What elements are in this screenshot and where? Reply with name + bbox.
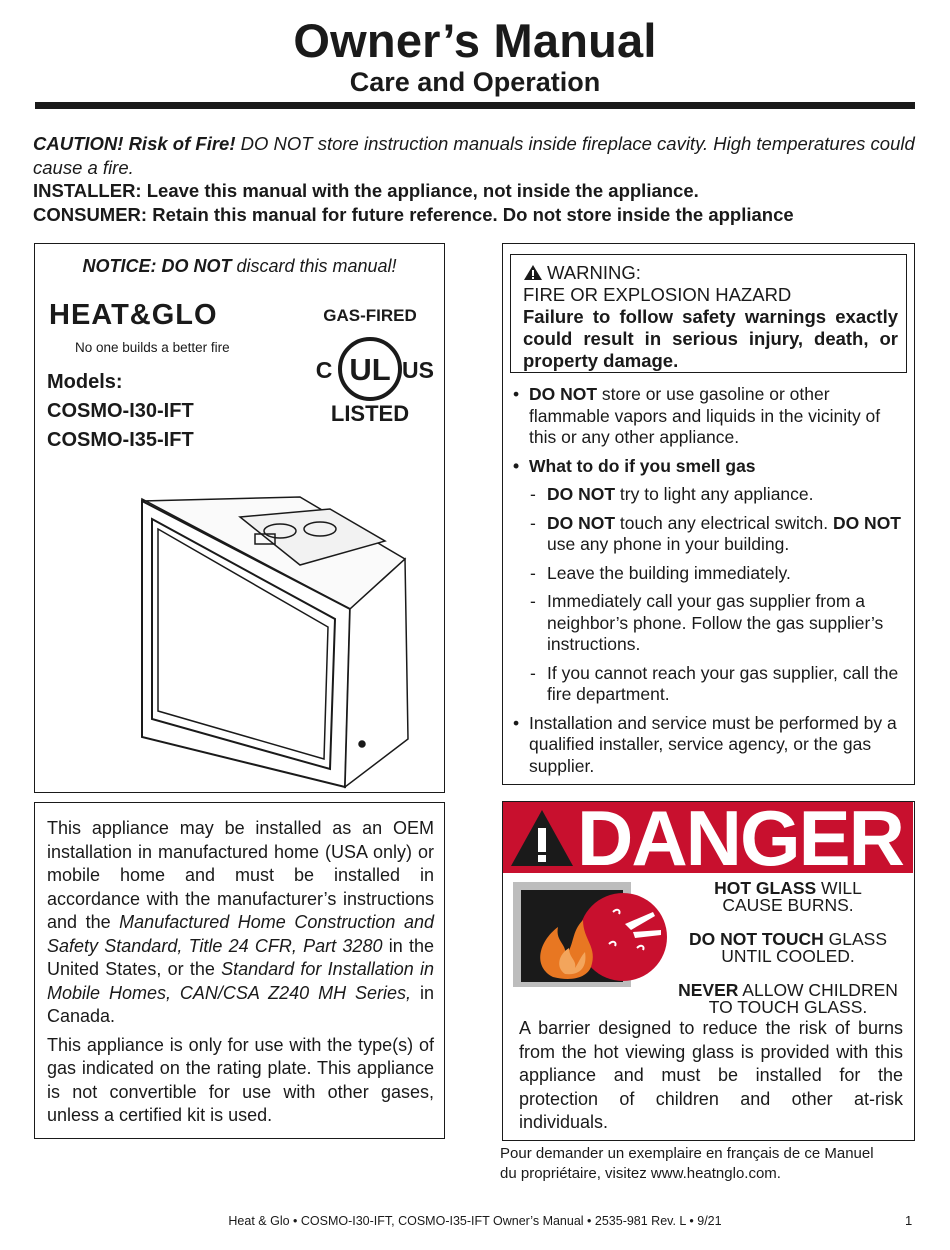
- caution-line: [33, 132, 918, 179]
- cert-right: US: [402, 357, 434, 383]
- list-item: - Leave the building immediately.: [513, 563, 903, 585]
- mobile-home-p2: This appliance is only for use with the type(s) of gas indicated on the rating plate. This appliance is not convertible for use with other gases, unless a certified kit is used.: [47, 1034, 434, 1125]
- never-allow-line: [668, 982, 908, 1016]
- d2-text2: use any phone in your building.: [547, 534, 790, 554]
- l1-bold: HOT GLASS: [714, 878, 817, 898]
- fireplace-illustration: [130, 489, 420, 789]
- page-footer: Heat & Glo • COSMO-I30-IFT, COSMO-I35-IFT Owner’s Manual • 2535-981 Rev. L • 9/21: [228, 1214, 722, 1228]
- caution-bold: CAUTION! Risk of Fire!: [33, 133, 236, 154]
- french-line-2: du propriétaire, visitez www.heatnglo.com.: [500, 1165, 781, 1182]
- list-item: • What to do if you smell gas: [513, 456, 903, 478]
- danger-triangle-icon: [509, 808, 575, 868]
- list-item: • Installation and service must be performed by a qualified installer, service agency, or the gas supplier.: [513, 713, 903, 778]
- models-block: [47, 368, 194, 455]
- l3b: TO TOUCH GLASS.: [708, 997, 868, 1017]
- warning-statement: Failure to follow safety warnings exactly could result in serious injury, death, or property damage.: [523, 306, 898, 371]
- list-item: - If you cannot reach your gas supplier, call the fire department.: [513, 663, 903, 706]
- l3-bold: NEVER: [678, 980, 739, 1000]
- model-1: COSMO-I30-IFT: [47, 400, 194, 422]
- l2b: UNTIL COOLED.: [721, 946, 855, 966]
- cert-top: GAS-FIRED: [323, 306, 417, 325]
- danger-box: [502, 794, 915, 1141]
- cert-center: UL: [349, 352, 391, 387]
- warning-box: [502, 243, 915, 785]
- p1-a: This appliance may be installed as an OEM installation in manufactured home (USA only) or mobile home and must be installed in accordance with the manufacturer’s instructions and the: [47, 818, 434, 932]
- barrier-text: A barrier designed to reduce the risk of burns from the hot viewing glass is provided with this appliance and must be installed for the protection of children and other at-risk individuals.: [519, 1018, 903, 1132]
- warning-heading: WARNING:: [547, 262, 641, 283]
- d1-bold: DO NOT: [547, 484, 616, 504]
- installer-note: INSTALLER: Leave this manual with the appliance, not inside the appliance.: [33, 180, 699, 201]
- mobile-home-text: [47, 817, 434, 1133]
- p1-b: in the United States, or the: [47, 935, 434, 979]
- model-2: COSMO-I35-IFT: [47, 429, 194, 451]
- p1-italic-2: Standard for Installation in Mobile Homes, CAN/CSA Z240 MH Series,: [47, 959, 434, 1003]
- hot-glass-line: [668, 880, 908, 914]
- brand-tagline: No one builds a better fire: [75, 340, 230, 355]
- hot-glass-icon: [513, 882, 668, 987]
- l2-text: GLASS: [823, 929, 888, 949]
- list-item: [513, 484, 903, 506]
- warning-heading-row: [523, 262, 906, 284]
- l2-bold: DO NOT TOUCH: [688, 929, 824, 949]
- d2-bold2: DO NOT: [832, 512, 901, 533]
- list-item: [513, 384, 903, 449]
- page-subtitle: Care and Operation: [349, 67, 601, 97]
- warning-triangle-icon: [523, 264, 543, 281]
- danger-banner: [503, 794, 913, 882]
- notice-text: discard this manual!: [231, 256, 397, 276]
- cert-bottom: LISTED: [330, 401, 410, 426]
- consumer-note: CONSUMER: Retain this manual for future reference. Do not store inside the appliance: [33, 203, 794, 225]
- page-number: 1: [905, 1213, 913, 1228]
- gas-safety-list: [513, 384, 903, 784]
- notice-bold: NOTICE: DO NOT: [82, 256, 232, 276]
- list-item: - Immediately call your gas supplier from a neighbor’s phone. Follow the gas supplier’s instructions.: [513, 591, 903, 656]
- brand-text: HEAT&GLO: [49, 299, 218, 331]
- cert-left: C: [315, 357, 333, 383]
- l3-text: ALLOW CHILDREN: [738, 980, 898, 1000]
- mobile-home-p1: [47, 817, 434, 1029]
- warning-hazard: FIRE OR EXPLOSION HAZARD: [523, 284, 792, 305]
- caution-notes: [33, 132, 918, 226]
- notice-line: [35, 256, 444, 277]
- warning-header: [510, 254, 907, 373]
- d1-text: try to light any appliance.: [615, 484, 814, 504]
- do-not-touch-line: [668, 931, 908, 965]
- title-rule: [35, 102, 915, 109]
- french-note: [500, 1144, 920, 1184]
- l1-text: WILL: [816, 878, 862, 898]
- list-item: [513, 513, 903, 556]
- p1-c: in Canada.: [47, 982, 434, 1026]
- b1-text: store or use gasoline or other flammable vapors and liquids in the vicinity of this or any other appliance.: [529, 384, 881, 447]
- d2-bold: DO NOT: [547, 512, 616, 533]
- mobile-home-box: [34, 802, 445, 1139]
- danger-word: DANGER: [577, 794, 904, 882]
- french-line-1: Pour demander un exemplaire en français de ce Manuel: [500, 1145, 874, 1162]
- page-title: Owner’s Manual: [293, 14, 657, 67]
- product-box: [34, 243, 445, 793]
- b1-bold: DO NOT: [529, 384, 598, 404]
- caution-text: DO NOT store instruction manuals inside fireplace cavity. High temperatures could cause a fire.: [33, 133, 915, 178]
- models-label: Models:: [47, 371, 123, 393]
- p1-italic-1: Manufactured Home Construction and Safety Standard, Title 24 CFR, Part 3280: [47, 912, 434, 956]
- d2-text: touch any electrical switch.: [615, 512, 833, 533]
- ul-listed-icon: [305, 304, 435, 429]
- l1b: CAUSE BURNS.: [722, 895, 854, 915]
